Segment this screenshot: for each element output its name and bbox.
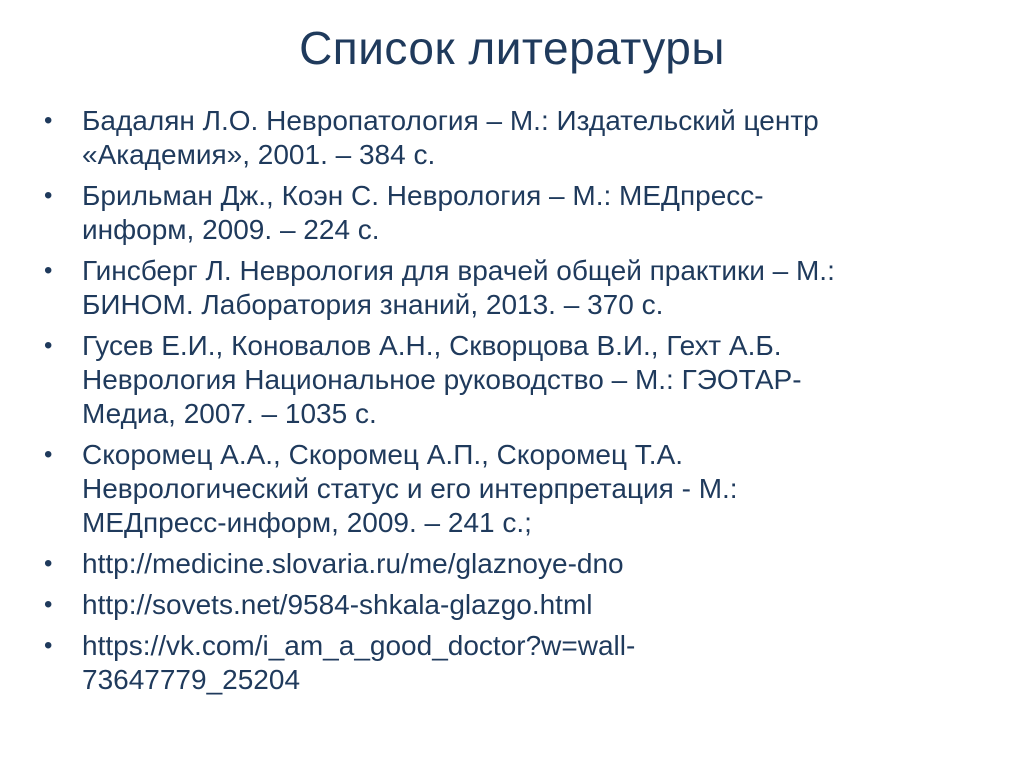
bullet-icon: •	[44, 182, 53, 209]
reference-item-6	[44, 547, 984, 581]
reference-text-line: Скоромец А.А., Скоромец А.П., Скоромец Т.А.	[82, 439, 684, 470]
bullet-icon: •	[44, 441, 53, 468]
bullet-icon: •	[44, 332, 53, 359]
page-title: Список литературы	[299, 22, 725, 74]
bullet-icon: •	[44, 257, 53, 284]
reference-text-line: БИНОМ. Лаборатория знаний, 2013. – 370 с.	[82, 289, 664, 320]
reference-item-5	[44, 438, 984, 540]
bullet-icon: •	[44, 591, 53, 618]
bullet-icon: •	[44, 107, 53, 134]
bullet-icon: •	[44, 550, 53, 577]
reference-text-line: МЕДпресс-информ, 2009. – 241 с.;	[82, 507, 532, 538]
reference-item-8	[44, 629, 984, 697]
reference-text-line: Неврологический статус и его интерпретация - М.:	[82, 473, 738, 504]
reference-text-line: «Академия», 2001. – 384 с.	[82, 139, 436, 170]
reference-link[interactable]: 73647779_25204	[82, 664, 301, 695]
reference-text-line: Бадалян Л.О. Невропатология – М.: Издательский центр	[82, 105, 819, 136]
reference-link[interactable]: https://vk.com/i_am_a_good_doctor?w=wall-	[82, 630, 636, 661]
bullet-icon: •	[44, 632, 53, 659]
reference-text-line: Медиа, 2007. – 1035 с.	[82, 398, 377, 429]
reference-item-7	[44, 588, 984, 622]
reference-text-line: Гусев Е.И., Коновалов А.Н., Скворцова В.И., Гехт А.Б.	[82, 330, 782, 361]
reference-text-line: информ, 2009. – 224 с.	[82, 214, 380, 245]
reference-text-line: Гинсберг Л. Неврология для врачей общей практики – М.:	[82, 255, 835, 286]
reference-text-line: Брильман Дж., Коэн С. Неврология – М.: МЕДпресс-	[82, 180, 764, 211]
reference-item-4	[44, 329, 984, 431]
reference-item-1	[44, 104, 984, 172]
reference-link[interactable]: http://sovets.net/9584-shkala-glazgo.html	[82, 589, 593, 620]
reference-list	[44, 104, 984, 704]
reference-link[interactable]: http://medicine.slovaria.ru/me/glaznoye-dno	[82, 548, 624, 579]
reference-item-2	[44, 179, 984, 247]
reference-item-3	[44, 254, 984, 322]
reference-text-line: Неврология Национальное руководство – М.: ГЭОТАР-	[82, 364, 802, 395]
